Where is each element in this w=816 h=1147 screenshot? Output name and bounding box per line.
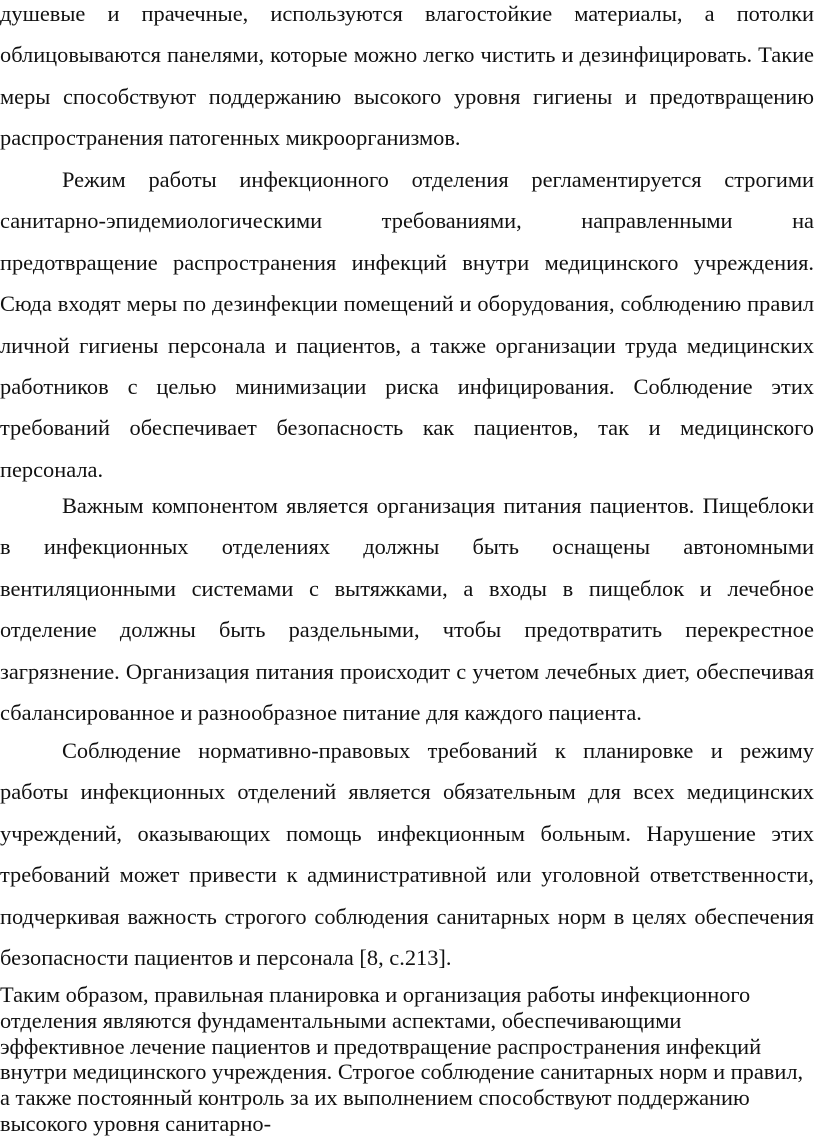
paragraph-regulations: Соблюдение нормативно-правовых требований к планировке и режиму работы инфекционных отделений является обязательным для всех медицинских учреждений, оказывающих помощь инфекционным больным. Нарушение этих требований может привести к административной или уголовной ответственности, подчеркивая важность строгого соблюдения санитарных норм в целях обеспечения безопасности пациентов и персонала [8, с.213]. bbox=[0, 738, 814, 971]
paragraph-regime: Режим работы инфекционного отделения регламентируется строгими санитарно-эпидемиологическими требованиями, направленными на предотвращение распространения инфекций внутри медицинского учреждения. Сюда входят меры по дезинфекции помещений и оборудования, соблюдению правил личной гигиены персонала и пациентов, а также организации труда медицинских работников с целью минимизации риска инфицирования. Соблюдение этих требований обеспечивает безопасность как пациентов, так и медицинского персонала. bbox=[0, 167, 814, 482]
paragraph-conclusion: Таким образом, правильная планировка и организация работы инфекционного отделения являются фундаментальными аспектами, обеспечивающими эффективное лечение пациентов и предотвращение распространения инфекций внутри медицинского учреждения. Строгое соблюдение санитарных норм и правил, а также постоянный контроль за их выполнением способствуют поддержанию высокого уровня санитарно- bbox=[0, 982, 804, 1136]
paragraph-continuation: душевые и прачечные, используются влагостойкие материалы, а потолки облицовываются панелями, которые можно легко чистить и дезинфицировать. Такие меры способствуют поддержанию высокого уровня гигиены и предотвращению распространения патогенных микроорганизмов. bbox=[0, 1, 814, 151]
paragraph-nutrition: Важным компонентом является организация питания пациентов. Пищеблоки в инфекционных отделениях должны быть оснащены автономными вентиляционными системами с вытяжками, а входы в пищеблок и лечебное отделение должны быть раздельными, чтобы предотвратить перекрестное загрязнение. Организация питания происходит с учетом лечебных диет, обеспечивая сбалансированное и разнообразное питание для каждого пациента. bbox=[0, 493, 814, 726]
